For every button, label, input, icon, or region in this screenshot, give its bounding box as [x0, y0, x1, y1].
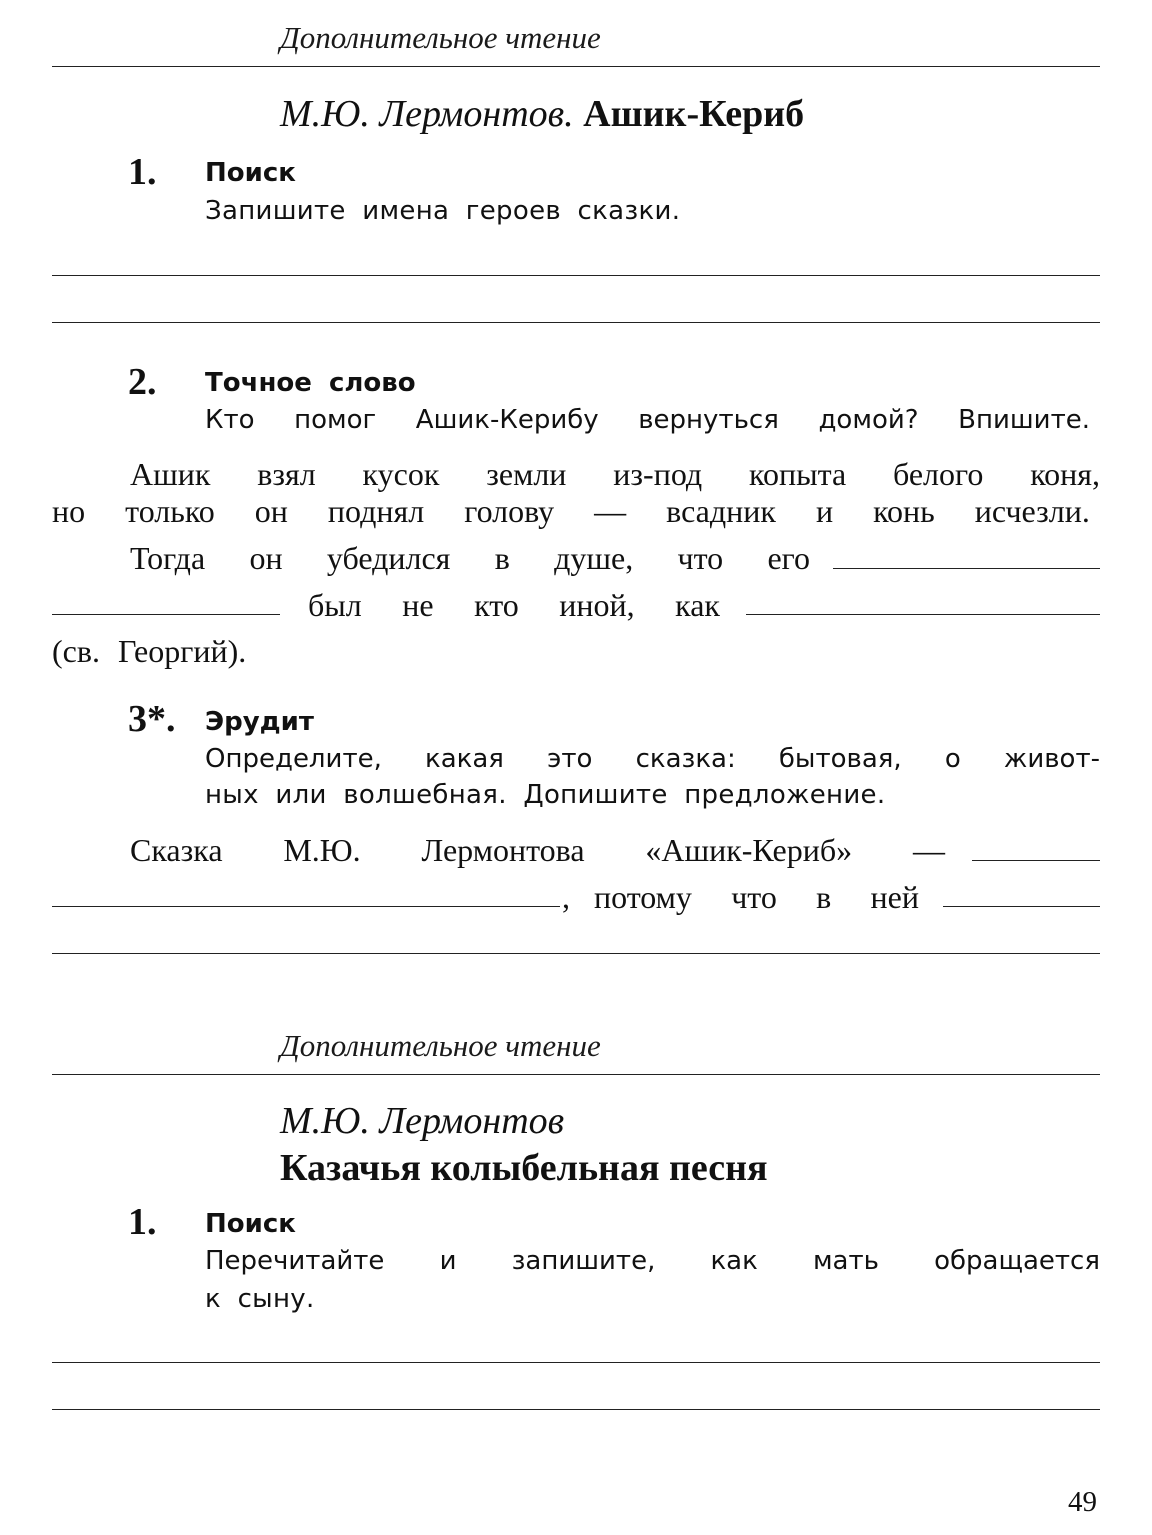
- word: был: [308, 587, 362, 623]
- blank-field[interactable]: [833, 568, 1100, 569]
- story-paragraph-line: [130, 456, 1100, 493]
- word: земли: [486, 456, 567, 492]
- fill-sentence-line: [130, 540, 810, 577]
- blank-field[interactable]: [52, 614, 280, 615]
- word: только: [125, 493, 215, 529]
- task-title: Поиск: [205, 1209, 296, 1239]
- word: белого: [892, 456, 984, 492]
- blank-field[interactable]: [52, 906, 560, 907]
- word: он: [254, 493, 288, 529]
- word: ней: [870, 879, 919, 915]
- blank-field[interactable]: [746, 614, 1100, 615]
- word: что: [731, 879, 777, 915]
- word: в: [494, 540, 510, 576]
- task-number: 1.: [128, 1201, 157, 1243]
- answer-line[interactable]: [52, 322, 1100, 323]
- word: как: [675, 587, 720, 623]
- word: обращается: [934, 1246, 1100, 1276]
- answer-line[interactable]: [52, 275, 1100, 276]
- piece-author: [280, 1099, 564, 1143]
- word: Кто: [205, 405, 255, 435]
- word: Впишите.: [958, 405, 1090, 435]
- word: помог: [294, 405, 377, 435]
- word: кто: [474, 587, 519, 623]
- task-number: 2.: [128, 361, 157, 403]
- word: голову: [464, 493, 555, 529]
- word: Перечитайте: [205, 1246, 385, 1276]
- task-title: Эрудит: [205, 707, 314, 737]
- word: —: [594, 493, 627, 529]
- word: как: [710, 1246, 758, 1276]
- word: это: [547, 744, 593, 774]
- task-number: 1.: [128, 151, 157, 193]
- task-title: Поиск: [205, 158, 296, 188]
- task-title: Точное слово: [205, 368, 416, 398]
- answer-line[interactable]: [52, 953, 1100, 954]
- author-name: М.Ю. Лермонтов: [280, 1100, 565, 1142]
- task-instruction: ных или волшебная. Допишите предложение.: [205, 780, 886, 810]
- section-label: Дополнительное чтение: [280, 1028, 601, 1063]
- fill-sentence-line: [130, 832, 945, 869]
- blank-field[interactable]: [972, 860, 1100, 861]
- word: из-под: [613, 456, 703, 492]
- task-instruction: [205, 1246, 1100, 1276]
- piece-title: Казачья колыбельная песня: [280, 1147, 768, 1189]
- hint-text: (св. Георгий).: [52, 633, 247, 669]
- word: что: [677, 540, 724, 576]
- word: Лермонтова: [421, 832, 585, 868]
- word: но: [52, 493, 86, 529]
- word: мать: [812, 1246, 879, 1276]
- task-instruction: [205, 744, 1100, 774]
- fill-sentence-line: [308, 587, 720, 624]
- word: какая: [425, 744, 504, 774]
- word: и: [815, 493, 834, 529]
- word: коня,: [1030, 456, 1100, 492]
- word: бытовая,: [778, 744, 902, 774]
- word: и: [439, 1246, 457, 1276]
- task-instruction: Запишите имена героев сказки.: [205, 196, 681, 226]
- answer-line[interactable]: [52, 1362, 1100, 1363]
- page-number: 49: [1068, 1486, 1097, 1518]
- word: сказка:: [635, 744, 736, 774]
- word: «Ашик-Кериб»: [645, 832, 853, 868]
- piece-title: Ашик-Кериб: [583, 93, 805, 135]
- word: он: [249, 540, 283, 576]
- word: убедился: [326, 540, 451, 576]
- word: Определите,: [205, 744, 382, 774]
- word: взял: [257, 456, 316, 492]
- section-label: Дополнительное чтение: [280, 20, 601, 55]
- piece-heading: [280, 92, 804, 136]
- word: М.Ю.: [283, 832, 361, 868]
- header-rule: [52, 66, 1100, 67]
- word: копыта: [749, 456, 847, 492]
- word: Ашик-Керибу: [415, 405, 599, 435]
- word: запишите,: [511, 1246, 656, 1276]
- task-number: 3*.: [128, 698, 176, 740]
- word: живот-: [1003, 744, 1100, 774]
- task-instruction: к сыну.: [205, 1284, 315, 1314]
- header-rule: [52, 1074, 1100, 1075]
- word: его: [767, 540, 810, 576]
- word: о: [944, 744, 961, 774]
- word: кусок: [362, 456, 440, 492]
- word: в: [816, 879, 832, 915]
- word: вернуться: [638, 405, 779, 435]
- word: душе,: [554, 540, 634, 576]
- word: Сказка: [130, 832, 223, 868]
- word: поднял: [327, 493, 425, 529]
- word: потому: [594, 879, 692, 915]
- fill-sentence-line: [594, 879, 919, 916]
- word: исчезли.: [974, 493, 1090, 529]
- word: домой?: [818, 405, 919, 435]
- word: иной,: [559, 587, 635, 623]
- word: не: [402, 587, 434, 623]
- comma: ,: [562, 879, 570, 915]
- word: Тогда: [130, 540, 206, 576]
- story-paragraph-line: [52, 493, 1090, 530]
- answer-line[interactable]: [52, 1409, 1100, 1410]
- word: —: [912, 832, 945, 868]
- word: Ашик: [130, 456, 211, 492]
- piece-title-line: [280, 1146, 768, 1190]
- task-instruction: [205, 405, 1090, 435]
- blank-field[interactable]: [943, 906, 1100, 907]
- word: всадник: [666, 493, 776, 529]
- author-name: М.Ю. Лермонтов.: [280, 93, 574, 135]
- word: конь: [873, 493, 935, 529]
